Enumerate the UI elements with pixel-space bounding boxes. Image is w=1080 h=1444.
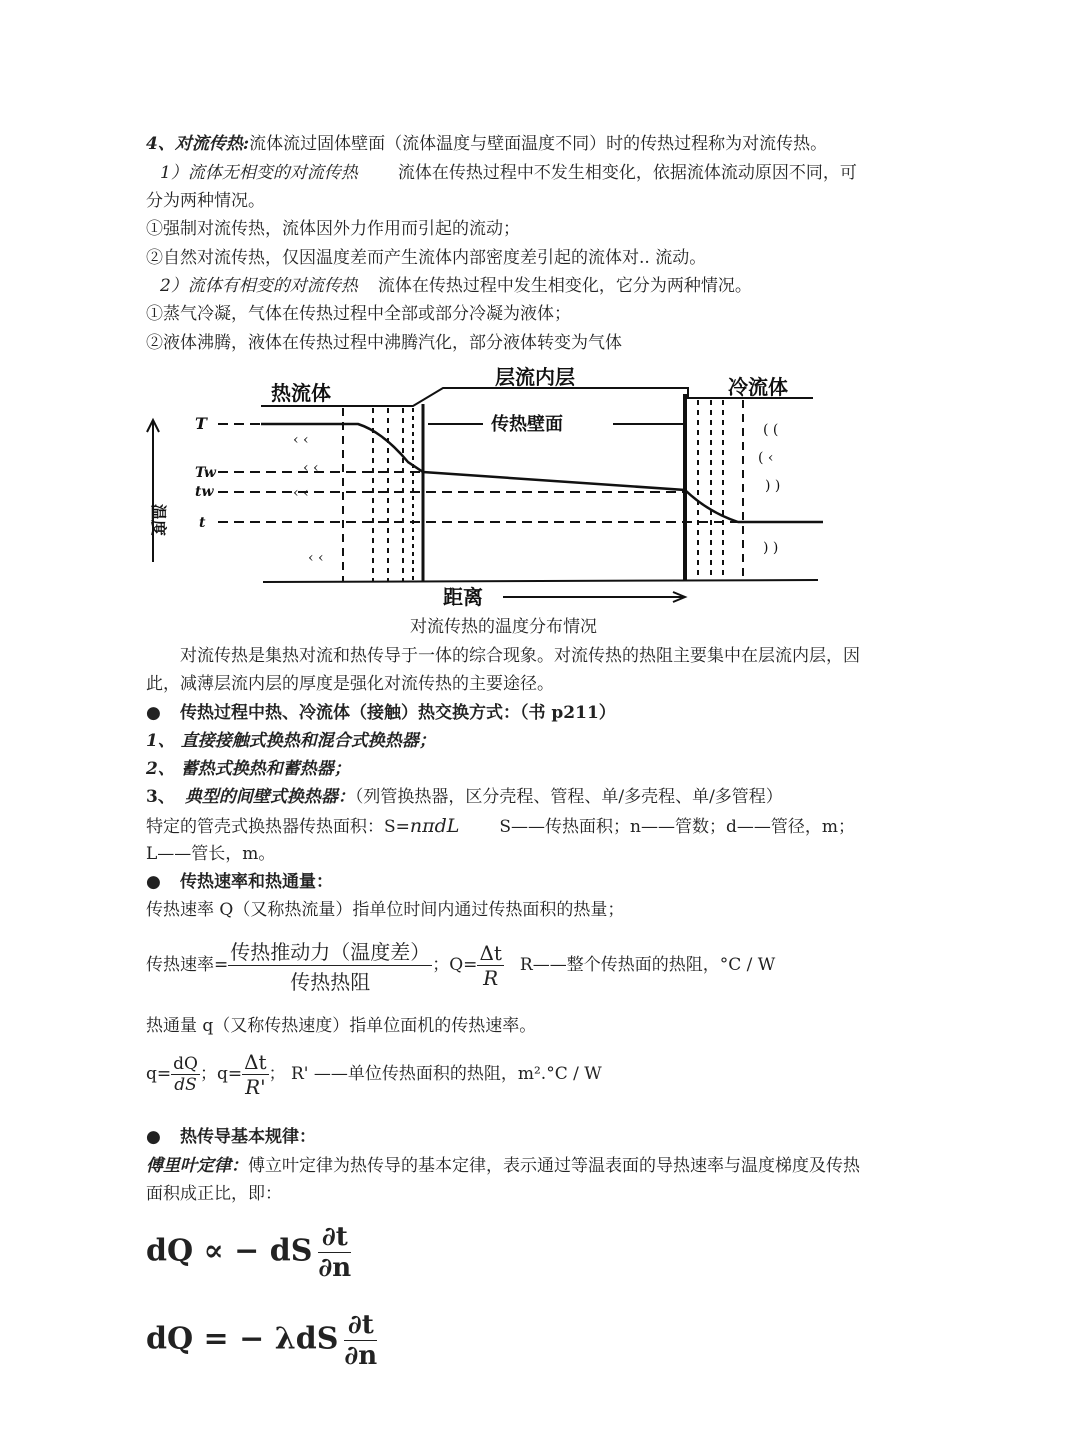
svg-text:( ‹: ( ‹ bbox=[758, 450, 774, 466]
list-item-3 bbox=[146, 784, 783, 810]
svg-text:) ): ) ) bbox=[765, 478, 781, 494]
svg-text:‹ ‹: ‹ ‹ bbox=[303, 460, 319, 476]
svg-text:( (: ( ( bbox=[763, 422, 779, 438]
area-formula: nπdL bbox=[409, 815, 460, 837]
q-lhs: ；Q= bbox=[432, 955, 478, 975]
subsection-1-line bbox=[160, 160, 857, 186]
section-4-line bbox=[146, 131, 827, 157]
subsection-2-item1: ①蒸气冷凝，气体在传热过程中全部或部分冷凝为液体； bbox=[146, 304, 571, 324]
fourier-line2: 面积成正比，即： bbox=[146, 1184, 282, 1204]
flux-definition: 热通量 q（又称传热速度）指单位面机的传热速率。 bbox=[146, 1016, 537, 1036]
eq2-den: ∂n bbox=[344, 1341, 378, 1371]
para1-line1: 对流传热是集热对流和热传导于一体的综合现象。对流传热的热阻主要集中在层流内层，因 bbox=[180, 646, 860, 666]
tw-label: tw bbox=[195, 484, 214, 500]
bullet-dot: ● bbox=[146, 703, 161, 723]
rate-formula bbox=[146, 936, 775, 995]
fourier-equation-1 bbox=[146, 1222, 351, 1283]
list-item-3-rest: （列管换热器，区分壳程、管程、单/多壳程、单/多管程） bbox=[354, 787, 783, 807]
subsection-1-item1: ①强制对流传热，流体因外力作用而引起的流动； bbox=[146, 219, 520, 239]
flux-q2-den: R' bbox=[245, 1075, 266, 1099]
eq1-fraction bbox=[318, 1222, 351, 1283]
eq1-num: ∂t bbox=[318, 1222, 351, 1253]
flux-q1-lhs: q= bbox=[146, 1064, 172, 1084]
y-axis-label: 温度 bbox=[149, 504, 168, 537]
bullet-dot: ● bbox=[146, 872, 161, 892]
bullet-rate-flux-text: 传热速率和热通量： bbox=[180, 872, 333, 892]
bullet-rate-flux bbox=[146, 869, 333, 895]
flux-q2-lhs: ；q= bbox=[199, 1064, 243, 1084]
cold-fluid-label: 冷流体 bbox=[728, 375, 788, 399]
bullet-heat-exchange-text: 传热过程中热、冷流体（接触）热交换方式：（书 p211） bbox=[180, 703, 616, 723]
wall-label: 传热壁面 bbox=[491, 414, 563, 435]
flux-q2-num: Δt bbox=[244, 1050, 267, 1074]
svg-text:‹ ‹: ‹ ‹ bbox=[293, 485, 309, 501]
rate-numerator: 传热推动力（温度差） bbox=[228, 936, 432, 966]
area-desc: S——传热面积；n——管数；d——管径，m； bbox=[499, 817, 856, 837]
list-item-1: 1、 直接接触式换热和混合式换热器； bbox=[146, 731, 436, 751]
svg-text:) ): ) ) bbox=[763, 540, 779, 556]
t-label: t bbox=[199, 515, 206, 531]
rate-fraction bbox=[228, 936, 432, 995]
area-prefix: 特定的管壳式换热器传热面积：S= bbox=[146, 817, 410, 837]
area-line2: L——管长，m。 bbox=[146, 844, 276, 864]
subsection-1-cont: 分为两种情况。 bbox=[146, 191, 265, 211]
q-numerator: Δt bbox=[479, 941, 502, 965]
rate-definition: 传热速率 Q（又称热流量）指单位时间内通过传热面积的热量； bbox=[146, 900, 625, 920]
fourier-equation-2 bbox=[146, 1310, 377, 1371]
subsection-2-text: 流体在传热过程中发生相变化，它分为两种情况。 bbox=[377, 276, 752, 296]
x-axis-label: 距离 bbox=[443, 585, 483, 609]
list-item-3-num: 3、 bbox=[146, 787, 175, 807]
rate-denominator: 传热热阻 bbox=[290, 970, 371, 994]
svg-text:‹ ‹: ‹ ‹ bbox=[308, 550, 324, 566]
eq2-fraction bbox=[344, 1310, 377, 1371]
section-4-text: 流体流过固体壁面（流体温度与壁面温度不同）时的传热过程称为对流传热。 bbox=[249, 134, 828, 154]
q-fraction bbox=[477, 941, 503, 990]
diagram-caption: 对流传热的温度分布情况 bbox=[410, 617, 597, 637]
flux-q1-fraction bbox=[171, 1054, 200, 1095]
subsection-1-text: 流体在传热过程中不发生相变化，依据流体流动原因不同，可 bbox=[397, 163, 857, 183]
eq1-den: ∂n bbox=[318, 1253, 352, 1283]
list-item-2: 2、 蓄热式换热和蓄热器； bbox=[146, 759, 351, 779]
flux-desc: ； R' ——单位传热面积的热阻，m².°C / W bbox=[268, 1064, 602, 1084]
q-denominator: R bbox=[483, 966, 499, 990]
rate-lhs: 传热速率= bbox=[146, 955, 229, 975]
eq2-num: ∂t bbox=[344, 1310, 377, 1341]
eq2-lhs: dQ = − λdS bbox=[146, 1321, 339, 1357]
subsection-2-title: 2）流体有相变的对流传热 bbox=[160, 276, 358, 296]
T-label: T bbox=[195, 414, 207, 433]
bullet-conduction-text: 热传导基本规律： bbox=[180, 1127, 316, 1147]
fourier-title: 傅里叶定律： bbox=[146, 1156, 248, 1176]
flux-q1-num: dQ bbox=[173, 1054, 198, 1074]
fourier-line1 bbox=[146, 1153, 860, 1179]
subsection-1-item2: ②自然对流传热，仅因温度差而产生流体内部密度差引起的流体对.. 流动。 bbox=[146, 248, 707, 268]
laminar-layer-label: 层流内层 bbox=[495, 365, 575, 389]
rate-desc: R——整个传热面的热阻，°C / W bbox=[519, 955, 776, 975]
subsection-2-line bbox=[160, 273, 752, 299]
fourier-text: 傅立叶定律为热传导的基本定律，表示通过等温表面的导热速率与温度梯度及传热 bbox=[248, 1156, 860, 1176]
svg-text:‹ ‹: ‹ ‹ bbox=[293, 432, 309, 448]
list-item-3-bold: 典型的间壁式换热器： bbox=[184, 787, 355, 807]
temperature-profile-curve bbox=[261, 424, 823, 522]
flux-q2-fraction bbox=[242, 1050, 268, 1099]
area-line bbox=[146, 813, 855, 840]
subsection-2-item2: ②液体沸腾，液体在传热过程中沸腾汽化，部分液体转变为气体 bbox=[146, 333, 622, 353]
eq1-lhs: dQ ∝ − dS bbox=[146, 1233, 313, 1269]
bullet-dot: ● bbox=[146, 1127, 161, 1147]
Tw-label: Tw bbox=[195, 465, 216, 481]
flux-formula bbox=[146, 1050, 602, 1099]
bullet-heat-exchange bbox=[146, 700, 616, 726]
subsection-1-title: 1）流体无相变的对流传热 bbox=[160, 163, 358, 183]
bottom-border-line bbox=[263, 580, 818, 582]
flux-q1-den: dS bbox=[174, 1075, 197, 1095]
para1-line2: 此，减薄层流内层的厚度是强化对流传热的主要途径。 bbox=[146, 674, 554, 694]
hot-fluid-label: 热流体 bbox=[271, 381, 331, 405]
section-4-title: 4、对流传热: bbox=[146, 134, 250, 154]
temperature-distribution-diagram bbox=[143, 362, 823, 612]
bullet-conduction bbox=[146, 1124, 316, 1150]
